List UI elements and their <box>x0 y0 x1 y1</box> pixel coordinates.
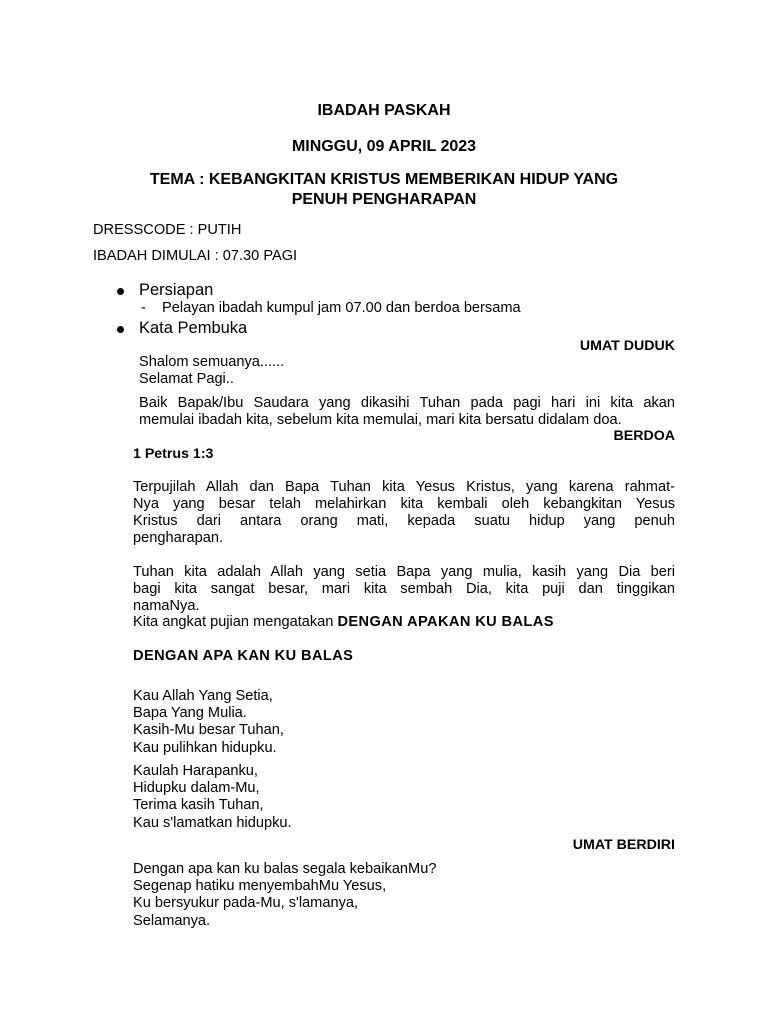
scripture-reference: 1 Petrus 1:3 <box>133 446 214 462</box>
cue-umat-berdiri: UMAT BERDIRI <box>572 837 675 853</box>
lyric-line: Kasih-Mu besar Tuhan, <box>133 722 284 739</box>
invitation-song-name: DENGAN APAKAN KU BALAS <box>337 614 554 630</box>
opening-paragraph-line-1: Baik Bapak/Ibu Saudara yang dikasihi Tuhan pada pagi hari ini kita akan <box>139 395 675 411</box>
invitation-line-1: Tuhan kita adalah Allah yang setia Bapa yang mulia, kasih yang Dia beri <box>133 564 675 580</box>
scripture-line-4: pengharapan. <box>133 530 224 546</box>
invitation-line-4 <box>133 614 554 630</box>
dash-marker: - <box>141 300 146 316</box>
greeting-line-1: Shalom semuanya...... <box>139 354 285 370</box>
invitation-line-2: bagi kita sangat besar, mari kita sembah Dia, kita puji dan tinggikan <box>133 581 675 597</box>
scripture-line-3: Kristus dari antara orang mati, kepada suatu hidup yang penuh <box>133 513 675 529</box>
lyric-line: Selamanya. <box>133 912 211 929</box>
lyric-line: Hidupku dalam-Mu, <box>133 780 260 797</box>
lyric-line: Bapa Yang Mulia. <box>133 705 247 722</box>
lyric-line: Kau pulihkan hidupku. <box>133 739 277 756</box>
start-time: IBADAH DIMULAI : 07.30 PAGI <box>93 248 298 264</box>
scripture-line-1: Terpujilah Allah dan Bapa Tuhan kita Yesus Kristus, yang karena rahmat- <box>133 479 675 495</box>
persiapan-item: Pelayan ibadah kumpul jam 07.00 dan berdoa bersama <box>162 300 521 316</box>
cue-berdoa: BERDOA <box>613 428 675 444</box>
lyric-line: Ku bersyukur pada-Mu, s'lamanya, <box>133 895 359 912</box>
service-date: MINGGU, 09 APRIL 2023 <box>291 138 477 155</box>
theme-line-1: TEMA : KEBANGKITAN KRISTUS MEMBERIKAN HIDUP YANG <box>149 171 619 188</box>
scripture-line-2: Nya yang besar telah melahirkan kita kembali oleh kebangkitan Yesus <box>133 496 675 512</box>
lyric-line: Dengan apa kan ku balas segala kebaikanMu? <box>133 861 437 877</box>
lyric-line: Segenap hatiku menyembahMu Yesus, <box>133 878 387 895</box>
bullet-icon <box>117 288 124 295</box>
lyric-line: Kau Allah Yang Setia, <box>133 688 273 704</box>
greeting-line-2: Selamat Pagi.. <box>139 371 234 387</box>
section-heading-persiapan: Persiapan <box>139 281 214 299</box>
song-verse-2 <box>133 763 292 832</box>
lyric-line: Kaulah Harapanku, <box>133 763 258 779</box>
invitation-prefix: Kita angkat pujian mengatakan <box>133 614 338 630</box>
invitation-line-3: namaNya. <box>133 598 200 614</box>
section-heading-kata-pembuka: Kata Pembuka <box>139 319 248 337</box>
bullet-icon <box>117 326 124 333</box>
song-title: DENGAN APA KAN KU BALAS <box>133 648 354 664</box>
opening-paragraph-line-2: memulai ibadah kita, sebelum kita memulai, mari kita bersatu didalam doa. <box>139 412 622 428</box>
lyric-line: Kau s'lamatkan hidupku. <box>133 814 292 831</box>
page-title: IBADAH PASKAH <box>317 102 451 119</box>
song-chorus <box>133 861 436 930</box>
song-verse-1 <box>133 688 284 757</box>
theme-line-2: PENUH PENGHARAPAN <box>291 191 477 208</box>
lyric-line: Terima kasih Tuhan, <box>133 797 264 814</box>
cue-umat-duduk: UMAT DUDUK <box>579 338 675 354</box>
dresscode: DRESSCODE : PUTIH <box>93 222 242 238</box>
